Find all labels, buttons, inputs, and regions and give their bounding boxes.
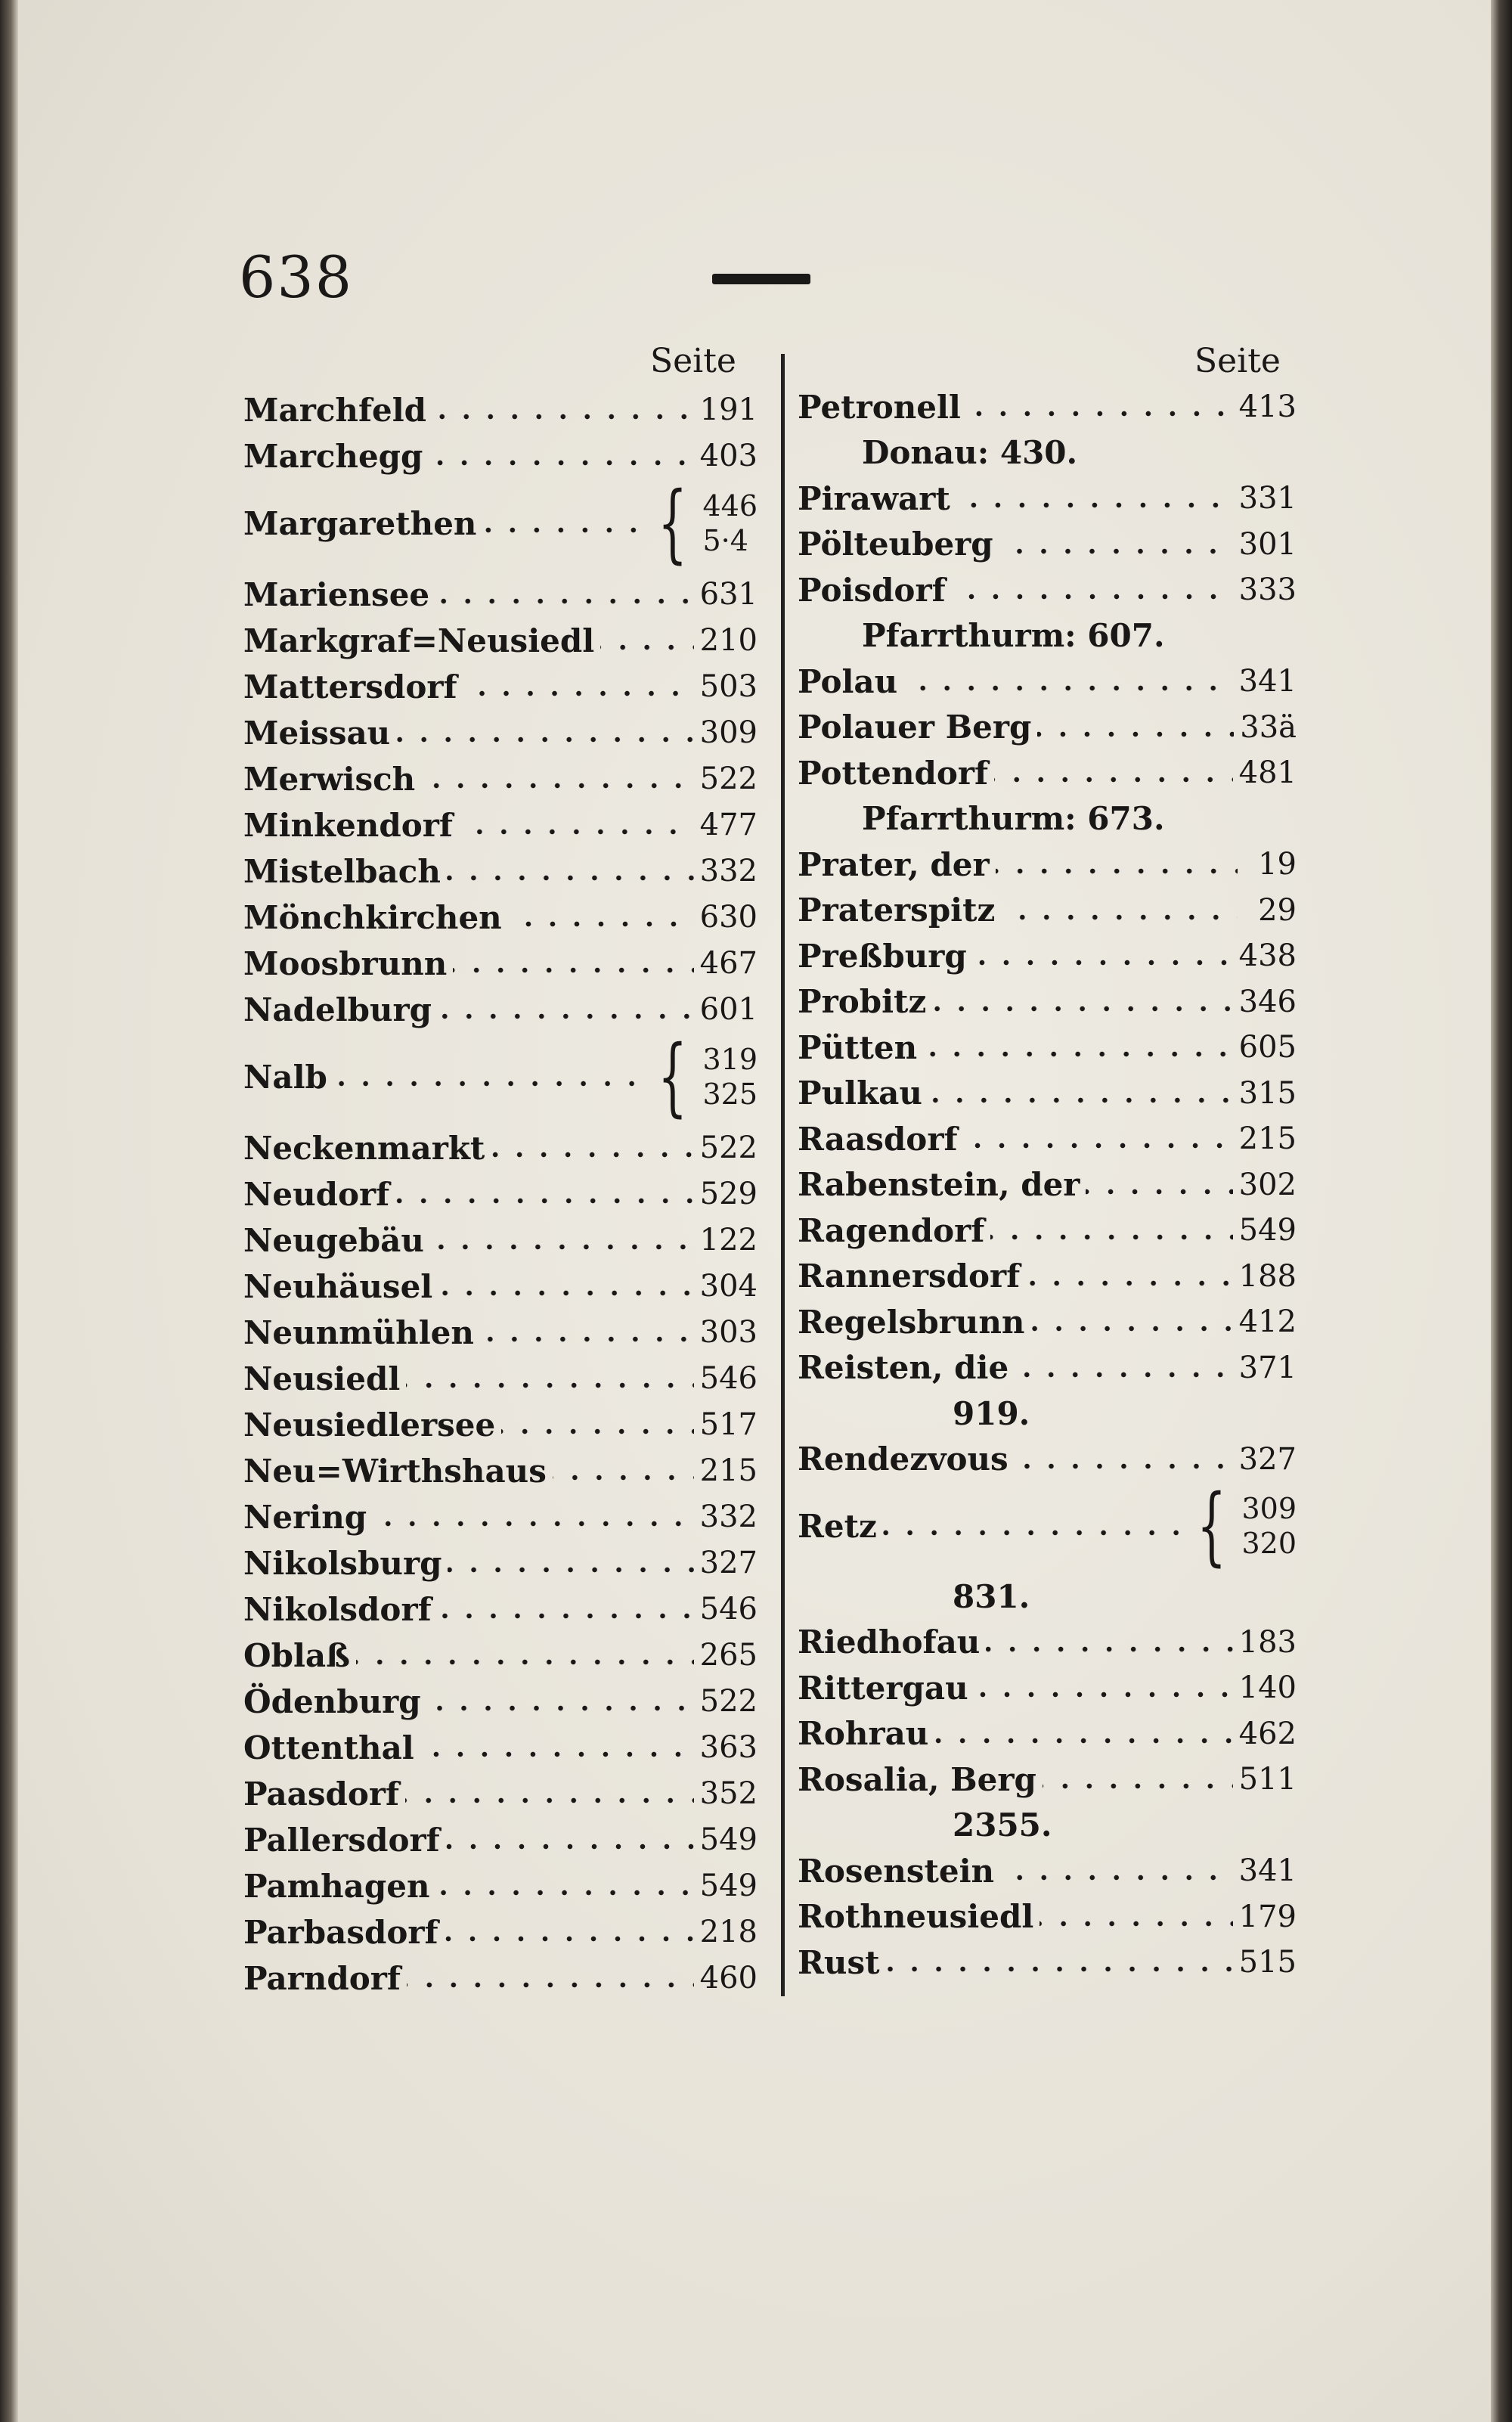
index-entry xyxy=(798,1850,1297,1892)
entry-name: Neckenmarkt xyxy=(243,1129,485,1167)
entry-name: Rosenstein xyxy=(798,1852,995,1890)
index-entry xyxy=(243,1127,758,1169)
dot-leader xyxy=(407,1982,694,1988)
index-entry xyxy=(243,1819,758,1861)
index-entry xyxy=(243,712,758,754)
index-entry xyxy=(243,435,758,477)
entry-page: 215 xyxy=(699,1453,758,1488)
brace-symbol: { xyxy=(1197,1477,1227,1575)
dot-leader xyxy=(928,1097,1233,1103)
dot-leader xyxy=(446,1844,694,1850)
index-entry xyxy=(798,706,1297,749)
entry-page: 371 xyxy=(1238,1350,1297,1385)
entry-page: 319 xyxy=(702,1043,758,1076)
entry-name: Oblaß xyxy=(243,1636,351,1674)
index-entry xyxy=(243,804,758,846)
dot-leader xyxy=(435,598,694,604)
entry-page-pair xyxy=(1241,1491,1297,1561)
index-entry xyxy=(243,1957,758,1999)
entry-page: 33ä xyxy=(1240,709,1297,745)
dot-leader xyxy=(438,1613,694,1619)
entry-page: 29 xyxy=(1258,892,1297,928)
entry-name: Pütten xyxy=(798,1028,918,1066)
entry-page: 412 xyxy=(1238,1304,1297,1339)
dot-leader xyxy=(459,829,694,835)
index-entry xyxy=(798,1941,1297,1983)
dot-leader xyxy=(420,1751,694,1757)
index-entry xyxy=(243,988,758,1031)
column-divider xyxy=(781,354,785,1996)
entry-name: Mönchkirchen xyxy=(243,898,502,936)
index-entry xyxy=(798,1477,1297,1575)
dot-leader xyxy=(491,1152,693,1158)
entry-name: Rohrau xyxy=(798,1715,929,1752)
entry-name: Ödenburg xyxy=(243,1682,421,1720)
index-entry xyxy=(243,1865,758,1907)
dot-leader xyxy=(883,1530,1179,1536)
index-entry xyxy=(798,523,1297,566)
entry-page: 413 xyxy=(1238,389,1297,424)
dot-leader xyxy=(406,1382,693,1388)
index-entry xyxy=(243,1450,758,1492)
entry-page: 215 xyxy=(1238,1121,1297,1156)
dot-leader xyxy=(430,1244,694,1250)
entry-name: Pirawart xyxy=(798,479,950,517)
index-subentry: 919. xyxy=(953,1394,1030,1432)
entry-name: Poisdorf xyxy=(798,571,946,609)
entry-page: 333 xyxy=(1238,572,1297,607)
entry-page: 309 xyxy=(699,715,758,750)
dot-leader xyxy=(600,644,693,650)
entry-name: Polau xyxy=(798,662,898,700)
index-entry xyxy=(798,569,1297,611)
dot-leader xyxy=(1026,1280,1232,1286)
entry-name: Rittergau xyxy=(798,1669,968,1707)
entry-name: Pallersdorf xyxy=(243,1821,440,1859)
book-spine-edge xyxy=(0,0,18,2422)
entry-name: Regelsbrunn xyxy=(798,1303,1025,1341)
entry-page: 438 xyxy=(1238,938,1297,973)
brace-symbol: { xyxy=(658,474,688,572)
dot-leader xyxy=(405,1797,694,1803)
index-entry xyxy=(243,1265,758,1307)
dot-leader xyxy=(1030,1326,1232,1332)
entry-name: Rendezvous xyxy=(798,1440,1009,1478)
dot-leader xyxy=(1000,1875,1233,1881)
entry-page: 304 xyxy=(699,1269,758,1304)
entry-name: Mistelbach xyxy=(243,852,441,890)
dot-leader xyxy=(886,1966,1233,1972)
entry-page: 631 xyxy=(699,577,758,612)
dot-leader xyxy=(994,777,1233,783)
index-entry xyxy=(243,1311,758,1354)
entry-page: 549 xyxy=(699,1822,758,1857)
dot-leader xyxy=(447,875,694,881)
entry-page: 179 xyxy=(1238,1899,1297,1934)
index-subentry: Pfarrthurm: 673. xyxy=(862,800,1165,837)
dot-leader xyxy=(1040,1921,1232,1927)
entry-page: 218 xyxy=(699,1915,758,1949)
entry-page: 630 xyxy=(699,900,758,935)
index-entry xyxy=(243,474,758,572)
index-entry xyxy=(243,1028,758,1126)
dot-leader xyxy=(356,1659,694,1665)
dot-leader xyxy=(1086,1189,1232,1195)
index-subentry: 2355. xyxy=(953,1806,1052,1844)
entry-page: 327 xyxy=(1238,1441,1297,1477)
entry-name: Moosbrunn xyxy=(243,944,448,982)
entry-name: Mariensee xyxy=(243,575,430,613)
dot-leader xyxy=(463,690,694,696)
index-entry xyxy=(798,1758,1297,1800)
entry-page: 477 xyxy=(699,808,758,842)
index-entry xyxy=(243,850,758,892)
index-entry xyxy=(243,1911,758,1953)
dot-leader xyxy=(482,527,640,533)
entry-page: 546 xyxy=(699,1361,758,1396)
seite-heading-right: Seite xyxy=(1194,342,1281,380)
dot-leader xyxy=(1015,1372,1232,1378)
entry-name: Minkendorf xyxy=(243,806,453,844)
dot-leader xyxy=(480,1336,694,1342)
entry-page: 301 xyxy=(1238,526,1297,562)
index-entry xyxy=(798,752,1297,794)
index-entry xyxy=(798,1438,1297,1481)
dot-leader xyxy=(934,1738,1232,1744)
dot-leader xyxy=(453,967,693,973)
entry-name: Nikolsdorf xyxy=(243,1590,432,1628)
index-entry xyxy=(243,1680,758,1723)
entry-name: Ragendorf xyxy=(798,1211,985,1249)
entry-name: Meissau xyxy=(243,714,391,752)
entry-name: Neunmühlen xyxy=(243,1313,474,1351)
entry-page: 332 xyxy=(699,854,758,888)
entry-name: Raasdorf xyxy=(798,1120,958,1158)
entry-name: Neu=Wirthshaus xyxy=(243,1452,547,1490)
entry-page: 481 xyxy=(1238,755,1297,790)
index-entry xyxy=(243,573,758,616)
index-entry xyxy=(243,1403,758,1446)
dot-leader xyxy=(508,921,694,927)
entry-page: 605 xyxy=(1238,1030,1297,1065)
index-entry xyxy=(798,1255,1297,1298)
dot-leader xyxy=(373,1521,694,1527)
entry-page: 302 xyxy=(1238,1167,1297,1202)
entry-page: 462 xyxy=(1238,1716,1297,1751)
brace-symbol: { xyxy=(658,1028,688,1126)
dot-leader xyxy=(952,594,1233,600)
entry-name: Ottenthal xyxy=(243,1729,414,1766)
header-ornament-rule xyxy=(712,274,810,284)
dot-leader xyxy=(923,1051,1232,1057)
dot-leader xyxy=(973,960,1233,966)
page-number: 638 xyxy=(239,243,354,311)
dot-leader xyxy=(1015,1463,1233,1469)
dot-leader xyxy=(967,411,1233,417)
entry-name: Rust xyxy=(798,1943,880,1981)
index-entry xyxy=(798,1026,1297,1068)
dot-leader xyxy=(421,783,693,789)
index-entry xyxy=(243,1634,758,1676)
index-subentry: Donau: 430. xyxy=(862,434,1078,471)
dot-leader xyxy=(438,1290,693,1296)
index-entry xyxy=(798,1896,1297,1938)
dot-leader xyxy=(996,868,1238,874)
dot-leader xyxy=(435,1890,693,1896)
index-entry xyxy=(798,1301,1297,1343)
index-entry xyxy=(243,1173,758,1215)
entry-name: Nalb xyxy=(243,1058,327,1096)
dot-leader xyxy=(438,1013,694,1019)
index-entry xyxy=(243,665,758,708)
dot-leader xyxy=(1001,914,1238,920)
index-entry xyxy=(798,935,1297,977)
dot-leader xyxy=(999,548,1233,554)
entry-page: 352 xyxy=(699,1776,758,1811)
entry-page: 503 xyxy=(699,669,758,704)
index-entry xyxy=(798,843,1297,885)
dot-leader xyxy=(395,1198,693,1204)
entry-page: 363 xyxy=(699,1730,758,1765)
entry-page: 265 xyxy=(699,1638,758,1673)
entry-page: 140 xyxy=(1238,1670,1297,1705)
entry-name: Pölteuberg xyxy=(798,526,993,563)
index-entry xyxy=(798,1347,1297,1389)
entry-page-pair xyxy=(702,1042,758,1112)
entry-page: 522 xyxy=(699,761,758,796)
entry-page: 19 xyxy=(1258,847,1297,882)
entry-page: 522 xyxy=(699,1130,758,1165)
entry-name: Mattersdorf xyxy=(243,668,457,706)
index-entry xyxy=(798,386,1297,428)
entry-page: 517 xyxy=(699,1407,758,1442)
entry-page: 549 xyxy=(699,1868,758,1903)
index-entry xyxy=(798,889,1297,932)
entry-name: Neusiedl xyxy=(243,1360,401,1397)
entry-page: 346 xyxy=(1238,984,1297,1019)
entry-name: Rannersdorf xyxy=(798,1258,1021,1295)
entry-page: 122 xyxy=(699,1223,758,1258)
index-entry xyxy=(243,1357,758,1400)
index-entry xyxy=(243,1772,758,1815)
dot-leader xyxy=(964,1143,1233,1149)
entry-name: Pottendorf xyxy=(798,754,989,792)
index-entry xyxy=(243,758,758,800)
entry-page: 601 xyxy=(699,992,758,1027)
dot-leader xyxy=(427,1705,694,1711)
index-subentry: 831. xyxy=(953,1577,1030,1615)
entry-page: 332 xyxy=(699,1499,758,1534)
index-entry xyxy=(243,1726,758,1769)
entry-page: 327 xyxy=(699,1546,758,1580)
entry-name: Neugebäu xyxy=(243,1221,424,1259)
entry-name: Rosalia, Berg xyxy=(798,1760,1036,1798)
entry-page: 460 xyxy=(699,1961,758,1996)
entry-name: Probitz xyxy=(798,983,927,1020)
entry-page: 315 xyxy=(1238,1075,1297,1111)
entry-name: Merwisch xyxy=(243,760,416,798)
entry-name: Praterspitz xyxy=(798,892,996,929)
index-entry xyxy=(243,1542,758,1584)
index-entry xyxy=(798,660,1297,702)
seite-heading-left: Seite xyxy=(650,342,736,380)
index-entry xyxy=(243,896,758,938)
entry-name: Riedhofau xyxy=(798,1623,981,1661)
index-entry xyxy=(243,389,758,431)
dot-leader xyxy=(396,737,693,743)
index-entry xyxy=(798,981,1297,1023)
entry-page: 341 xyxy=(1238,664,1297,699)
dot-leader xyxy=(333,1081,640,1087)
entry-name: Neudorf xyxy=(243,1175,390,1213)
entry-page: 446 xyxy=(702,489,758,523)
index-entry xyxy=(243,1219,758,1261)
index-entry xyxy=(798,1118,1297,1160)
index-entry xyxy=(798,1621,1297,1664)
entry-name: Nikolsburg xyxy=(243,1544,442,1582)
entry-name: Retz xyxy=(798,1507,877,1545)
entry-name: Markgraf=Neusiedl xyxy=(243,622,595,659)
entry-page: 325 xyxy=(702,1078,758,1111)
entry-name: Prater, der xyxy=(798,845,990,883)
entry-page: 546 xyxy=(699,1592,758,1627)
entry-name: Preßburg xyxy=(798,937,967,975)
dot-leader xyxy=(956,502,1233,508)
index-entry xyxy=(243,942,758,985)
entry-page: 341 xyxy=(1238,1853,1297,1888)
entry-name: Reisten, die xyxy=(798,1349,1009,1386)
entry-name: Petronell xyxy=(798,388,961,426)
entry-name: Pulkau xyxy=(798,1075,922,1112)
index-entry xyxy=(798,1072,1297,1115)
index-entry xyxy=(798,1713,1297,1755)
dot-leader xyxy=(932,1006,1232,1012)
index-entry xyxy=(798,1164,1297,1206)
index-entry xyxy=(798,1209,1297,1251)
entry-name: Rabenstein, der xyxy=(798,1166,1080,1203)
entry-page: 511 xyxy=(1238,1762,1297,1797)
dot-leader xyxy=(445,1936,694,1942)
dot-leader xyxy=(1037,731,1234,737)
index-subentry: Pfarrthurm: 607. xyxy=(862,617,1165,654)
entry-name: Parndorf xyxy=(243,1959,401,1997)
entry-name: Margarethen xyxy=(243,504,477,542)
dot-leader xyxy=(974,1692,1233,1698)
dot-leader xyxy=(986,1646,1232,1652)
index-entry xyxy=(243,1496,758,1538)
dot-leader xyxy=(1043,1783,1233,1789)
dot-leader xyxy=(432,414,694,420)
entry-name: Marchfeld xyxy=(243,391,427,429)
dot-leader xyxy=(501,1428,693,1434)
entry-page: 5·4 xyxy=(702,524,748,557)
index-entry xyxy=(243,619,758,662)
entry-name: Rothneusiedl xyxy=(798,1898,1034,1935)
entry-page: 331 xyxy=(1238,481,1297,516)
entry-page: 309 xyxy=(1241,1492,1297,1525)
entry-page-pair xyxy=(702,488,758,558)
dot-leader xyxy=(903,685,1232,691)
entry-page: 403 xyxy=(699,439,758,473)
dot-leader xyxy=(429,460,693,466)
entry-page: 529 xyxy=(699,1177,758,1211)
index-entry xyxy=(798,477,1297,519)
entry-name: Parbasdorf xyxy=(243,1913,438,1951)
index-entry xyxy=(243,1588,758,1630)
entry-name: Pamhagen xyxy=(243,1867,430,1905)
entry-page: 188 xyxy=(1238,1258,1297,1294)
entry-name: Neusiedlersee xyxy=(243,1406,496,1444)
entry-page: 183 xyxy=(1238,1624,1297,1660)
entry-name: Neuhäusel xyxy=(243,1267,433,1305)
entry-name: Marchegg xyxy=(243,437,423,475)
entry-page: 303 xyxy=(699,1315,758,1350)
book-fore-edge xyxy=(1491,0,1512,2422)
index-entry xyxy=(798,1667,1297,1709)
entry-name: Nering xyxy=(243,1498,367,1536)
entry-page: 210 xyxy=(699,623,758,658)
dot-leader xyxy=(448,1567,693,1573)
entry-page: 549 xyxy=(1238,1213,1297,1248)
dot-leader xyxy=(553,1475,694,1481)
entry-page: 320 xyxy=(1241,1527,1297,1560)
entry-name: Polauer Berg xyxy=(798,709,1032,746)
entry-page: 522 xyxy=(699,1684,758,1719)
dot-leader xyxy=(990,1234,1232,1240)
entry-page: 467 xyxy=(699,946,758,981)
entry-name: Nadelburg xyxy=(243,991,432,1028)
entry-page: 515 xyxy=(1238,1945,1297,1980)
entry-name: Paasdorf xyxy=(243,1775,400,1813)
entry-page: 191 xyxy=(699,392,758,427)
